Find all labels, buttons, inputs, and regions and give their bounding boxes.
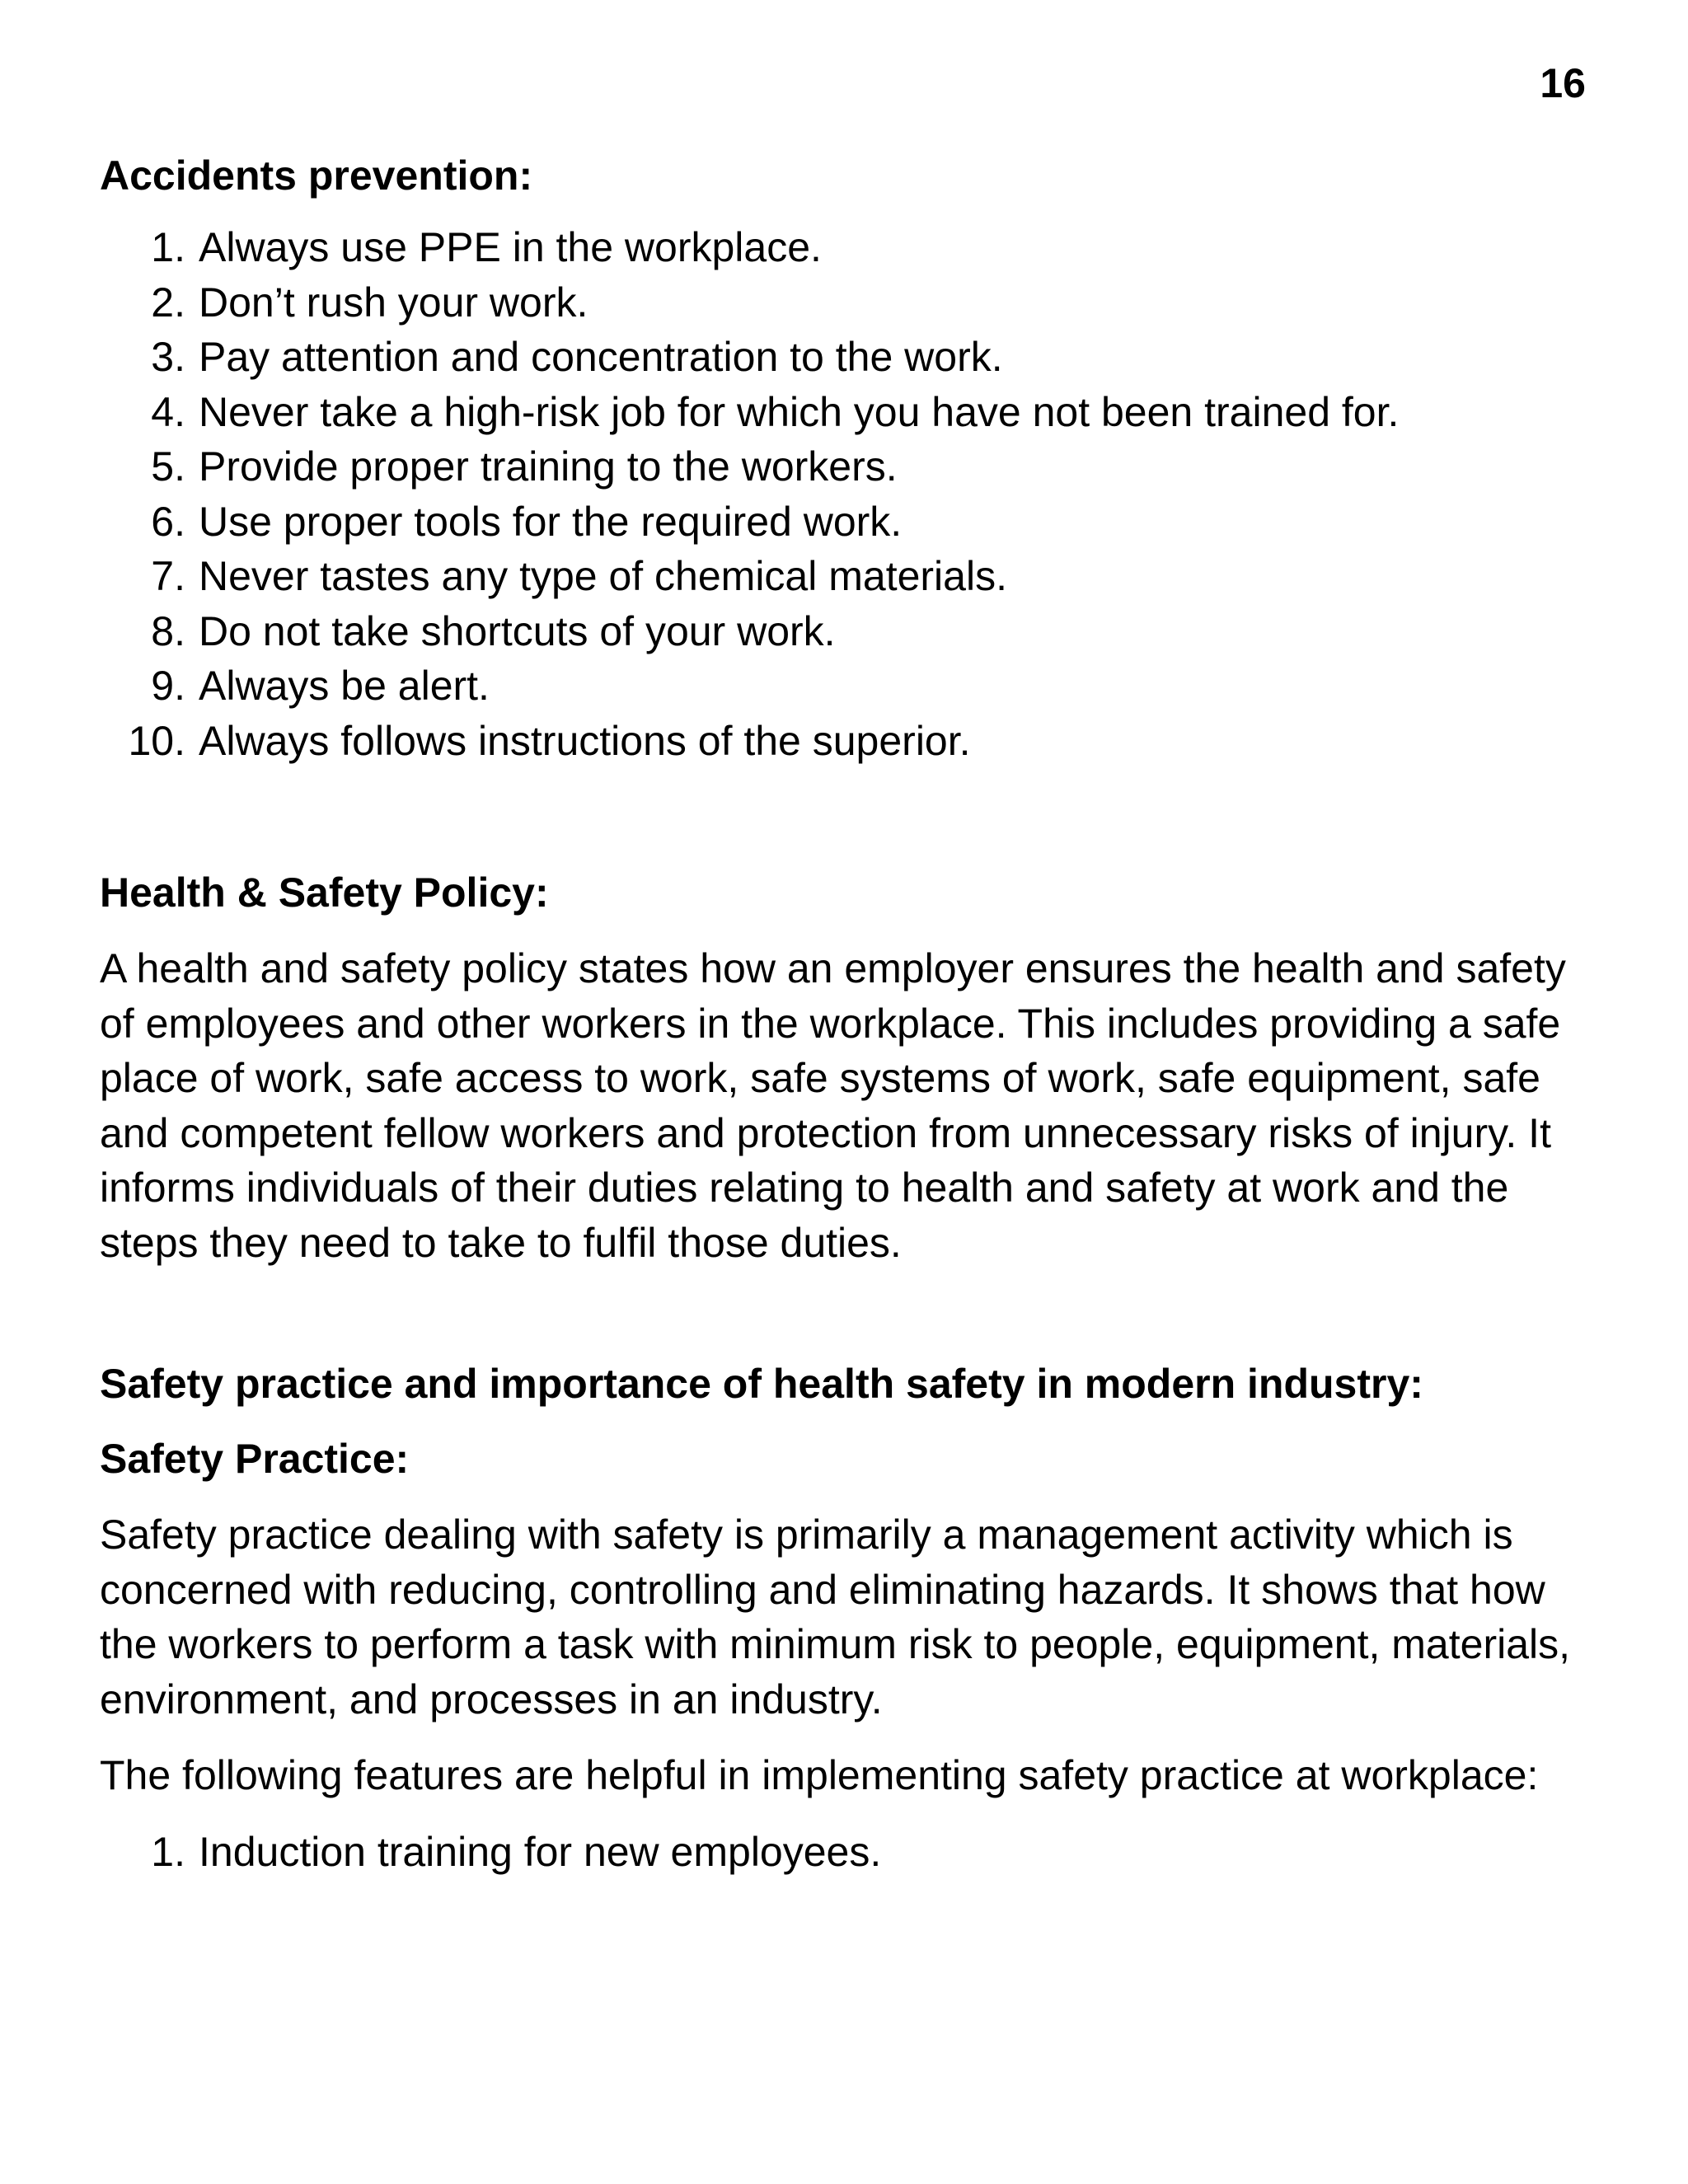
list-item-number: 4. bbox=[151, 388, 185, 435]
safety-features-intro-paragraph: The following features are helpful in implementing safety practice at workplace: bbox=[100, 1752, 1539, 1798]
list-item bbox=[100, 220, 1600, 275]
list-item-number: 1. bbox=[151, 1828, 185, 1875]
list-item-text: Use proper tools for the required work. bbox=[199, 498, 903, 545]
page-number: 16 bbox=[1540, 60, 1586, 106]
safety-practice-importance-heading: Safety practice and importance of health safety in modern industry: bbox=[100, 1361, 1423, 1407]
list-item-text: Never take a high-risk job for which you have not been trained for. bbox=[199, 388, 1400, 435]
list-item bbox=[100, 275, 1600, 330]
safety-practice-paragraph: Safety practice dealing with safety is primarily a management activity which is concerned with reducing, controlling and eliminating hazards. It shows that how the workers to perform a task with minimum risk to people, equipment, materials, environment, and processes in an industry. bbox=[100, 1511, 1571, 1722]
list-item-number: 5. bbox=[151, 443, 185, 490]
list-item bbox=[100, 439, 1600, 494]
list-item-number: 10. bbox=[128, 717, 185, 764]
list-item-text: Provide proper training to the workers. bbox=[199, 443, 898, 490]
list-item bbox=[100, 385, 1600, 440]
list-item-text: Always use PPE in the workplace. bbox=[199, 224, 822, 270]
health-safety-policy-paragraph: A health and safety policy states how an employer ensures the health and safety of employees and other workers in the workplace. This includes providing a safe place of work, safe access to work, safe systems of work, safe equipment, safe and competent fellow workers and protection from unnecessary risks of injury. It informs individuals of their duties relating to health and safety at work and the steps they need to take to fulfil those duties. bbox=[100, 945, 1566, 1266]
document-body bbox=[100, 148, 1600, 1879]
list-item-number: 3. bbox=[151, 334, 185, 380]
list-item bbox=[100, 658, 1600, 714]
list-item bbox=[100, 604, 1600, 659]
list-item-number: 2. bbox=[151, 279, 185, 326]
list-item-number: 1. bbox=[151, 224, 185, 270]
list-item-text: Never tastes any type of chemical materials. bbox=[199, 553, 1007, 599]
list-item-text: Don’t rush your work. bbox=[199, 279, 588, 326]
list-item-text: Always follows instructions of the superior. bbox=[199, 717, 971, 764]
accidents-prevention-heading: Accidents prevention: bbox=[100, 152, 533, 199]
list-item-number: 9. bbox=[151, 663, 185, 709]
list-item-text: Induction training for new employees. bbox=[199, 1828, 882, 1875]
list-item bbox=[100, 494, 1600, 550]
list-item bbox=[100, 330, 1600, 385]
list-item-number: 7. bbox=[151, 553, 185, 599]
list-item bbox=[100, 714, 1600, 769]
accidents-prevention-list bbox=[100, 220, 1600, 768]
safety-practice-subheading: Safety Practice: bbox=[100, 1436, 410, 1482]
list-item bbox=[100, 549, 1600, 604]
list-item-number: 6. bbox=[151, 498, 185, 545]
list-item-text: Pay attention and concentration to the work. bbox=[199, 334, 1003, 380]
list-item bbox=[100, 1825, 1600, 1880]
safety-features-list bbox=[100, 1825, 1600, 1880]
list-item-number: 8. bbox=[151, 607, 185, 654]
health-safety-policy-heading: Health & Safety Policy: bbox=[100, 869, 549, 916]
list-item-text: Always be alert. bbox=[199, 663, 490, 709]
list-item-text: Do not take shortcuts of your work. bbox=[199, 607, 836, 654]
